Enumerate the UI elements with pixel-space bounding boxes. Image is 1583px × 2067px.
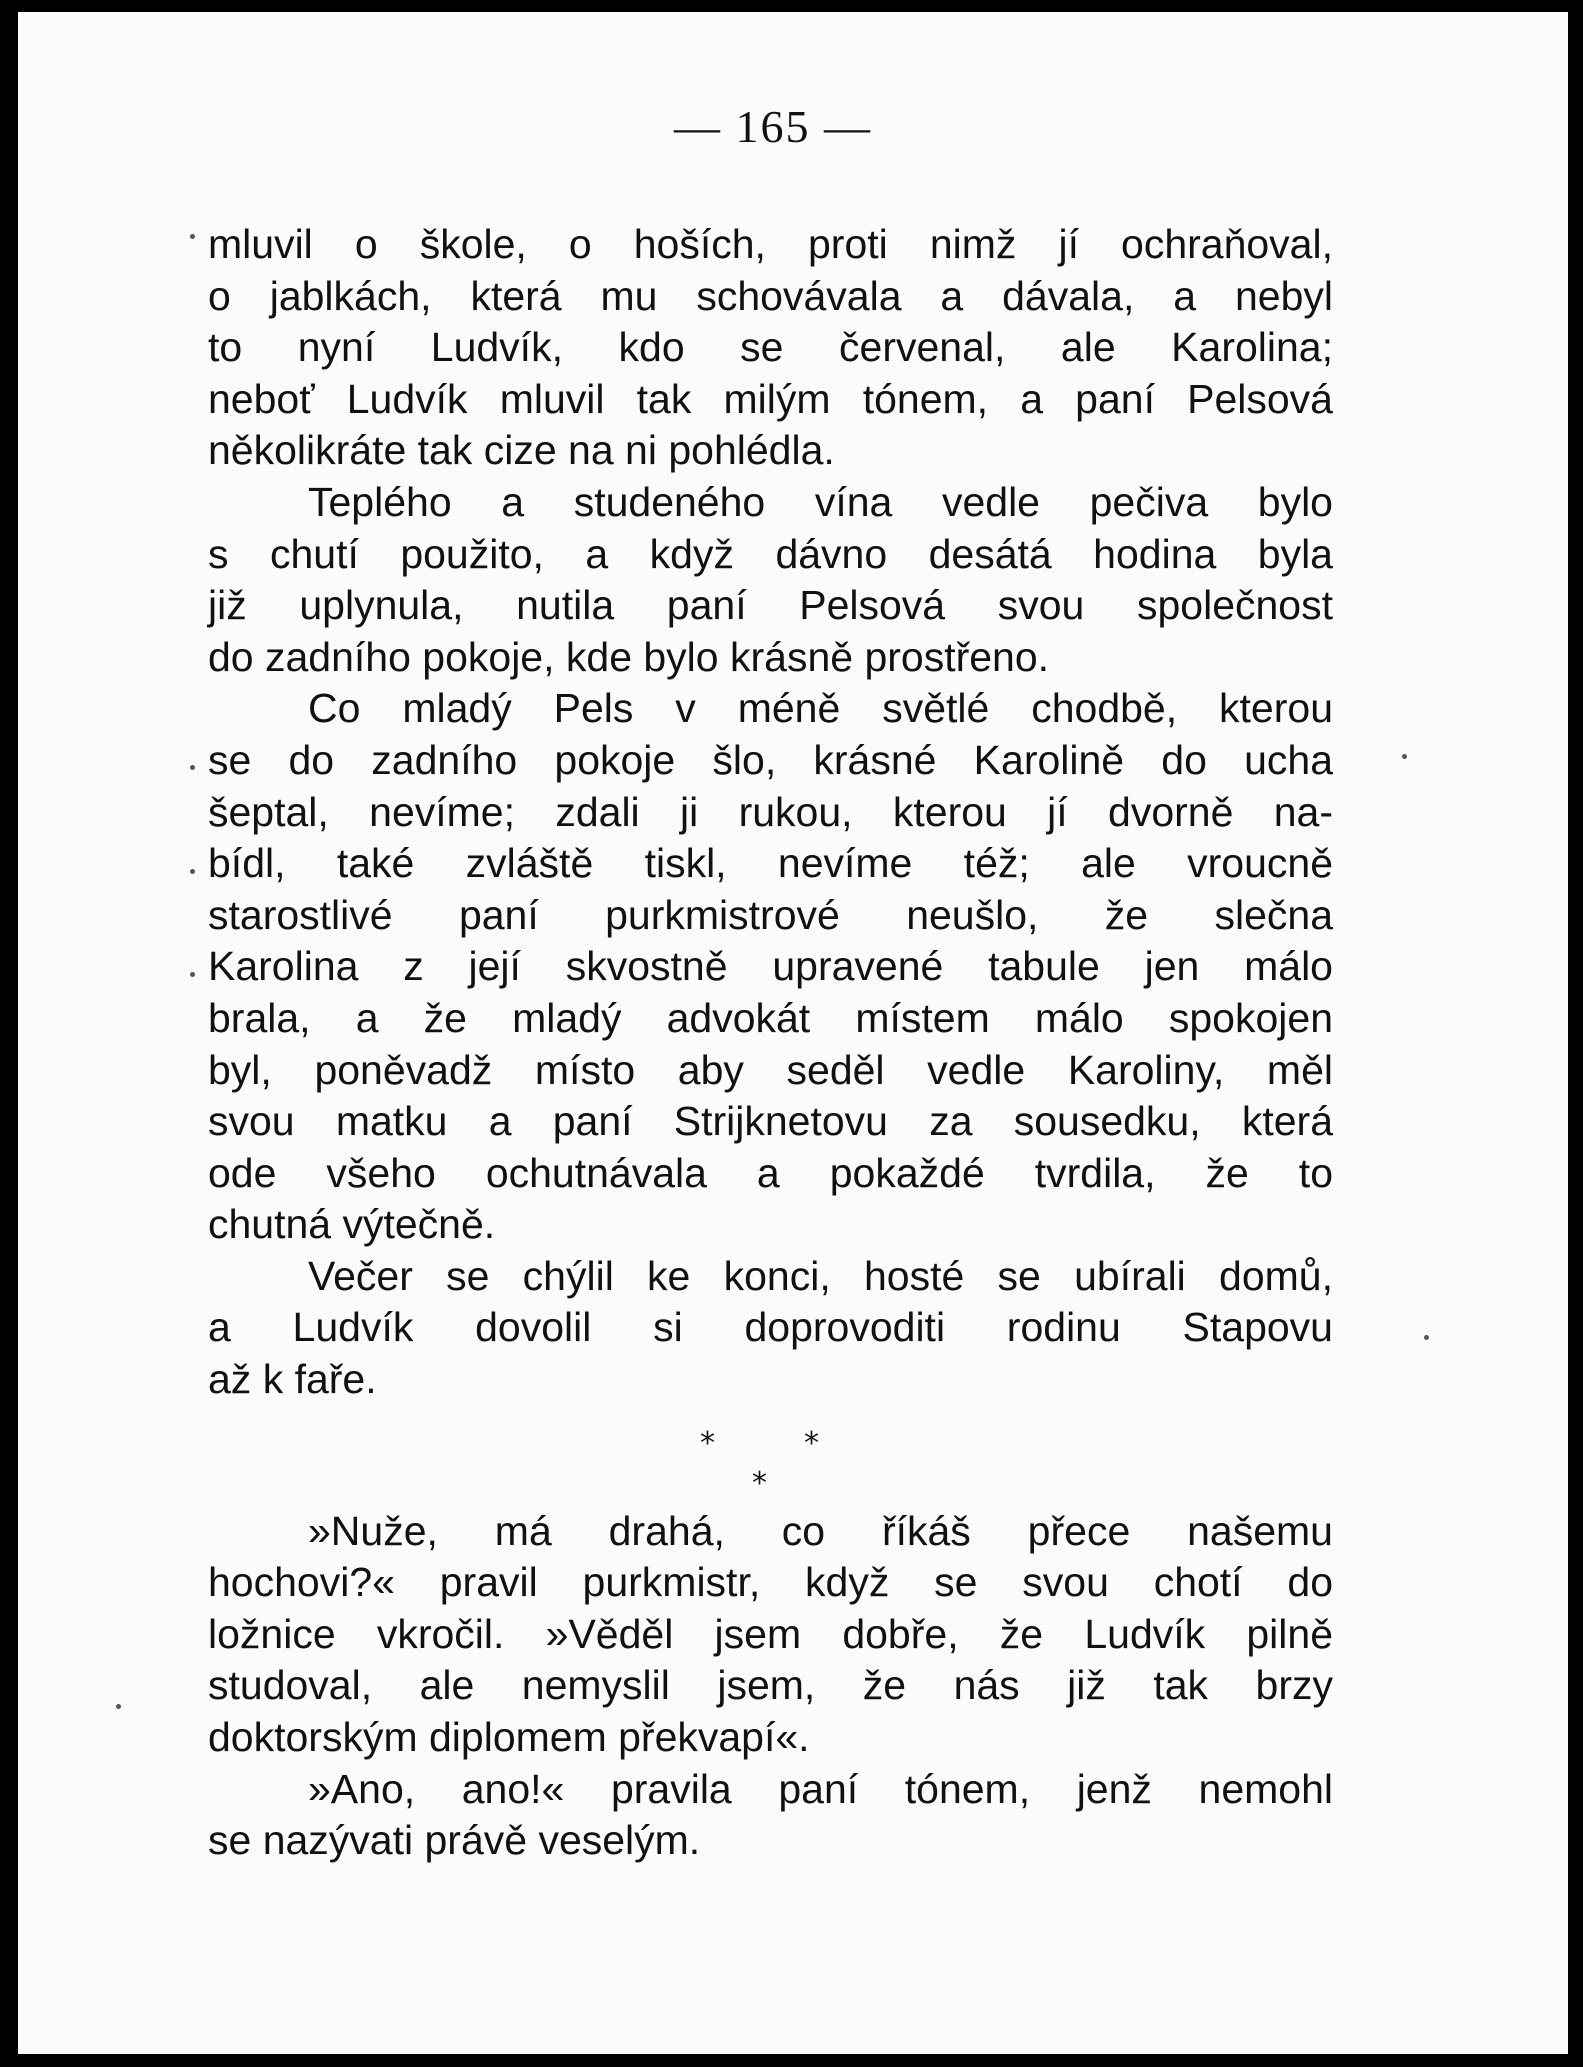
scan-speck — [190, 972, 195, 977]
text-line: chutná výtečně. — [208, 1201, 496, 1248]
text-line: a Ludvík dovolil si doprovoditi rodinu Stapovu — [208, 1304, 1333, 1351]
asterisk-ornament: * — [752, 1465, 767, 1501]
scan-speck — [116, 1704, 121, 1709]
page-number: — 165 — — [674, 101, 872, 152]
text-line: již uplynula, nutila paní Pelsová svou společnost — [208, 582, 1333, 629]
scan-speck — [190, 234, 195, 239]
text-line: ložnice vkročil. »Věděl jsem dobře, že Ludvík pilně — [208, 1610, 1333, 1657]
text-line: několikráte tak cize na ni pohlédla. — [208, 427, 835, 474]
paragraph — [208, 1506, 1333, 1764]
text-line: svou matku a paní Strijknetovu za sousedku, která — [208, 1098, 1333, 1145]
text-line: do zadního pokoje, kde bylo krásně prostřeno. — [208, 633, 1050, 680]
text-line: Karolina z její skvostně upravené tabule jen málo — [208, 943, 1333, 990]
text-line: neboť Ludvík mluvil tak milým tónem, a paní Pelsová — [208, 375, 1333, 422]
text-line: studoval, ale nemyslil jsem, že nás již tak brzy — [208, 1662, 1333, 1709]
text-line: Co mladý Pels v méně světlé chodbě, kterou — [308, 685, 1333, 732]
text-line: doktorským diplomem překvapí«. — [208, 1714, 810, 1761]
paragraph — [208, 683, 1333, 1251]
text-line: starostlivé paní purkmistrové neušlo, že slečna — [208, 891, 1333, 938]
text-line: šeptal, nevíme; zdali ji rukou, kterou jí dvorně na- — [208, 788, 1333, 835]
text-line: »Ano, ano!« pravila paní tónem, jenž nemohl — [308, 1765, 1333, 1812]
text-line: byl, poněvadž místo aby seděl vedle Karoliny, měl — [208, 1046, 1333, 1093]
paragraph — [208, 1251, 1333, 1406]
text-line: Teplého a studeného vína vedle pečiva bylo — [308, 478, 1333, 525]
text-line: ode všeho ochutnávala a pokaždé tvrdila, že to — [208, 1149, 1333, 1196]
book-page — [18, 12, 1568, 2054]
scan-speck — [1402, 754, 1407, 759]
text-line: to nyní Ludvík, kdo se červenal, ale Karolina; — [208, 324, 1333, 371]
paragraph — [208, 1764, 1333, 1867]
text-line: s chutí použito, a když dávno desátá hodina byla — [208, 530, 1333, 577]
scan-speck — [1424, 1335, 1429, 1340]
text-line: se nazývati právě veselým. — [208, 1817, 701, 1864]
section-break-ornament — [208, 1406, 1333, 1506]
text-line: až k faře. — [208, 1356, 377, 1403]
scan-speck — [190, 765, 195, 770]
text-line: mluvil o škole, o hoších, proti nimž jí ochraňoval, — [208, 221, 1333, 267]
body-text — [208, 219, 1333, 1867]
text-line: brala, a že mladý advokát místem málo spokojen — [208, 994, 1333, 1041]
text-line: se do zadního pokoje šlo, krásné Karolině do ucha — [208, 736, 1333, 783]
text-line: hochovi?« pravil purkmistr, když se svou chotí do — [208, 1559, 1333, 1606]
text-line: Večer se chýlil ke konci, hosté se ubírali domů, — [308, 1252, 1333, 1299]
scan-speck — [190, 869, 195, 874]
asterisk-ornament: * — [804, 1425, 819, 1461]
text-line: »Nuže, má drahá, co říkáš přece našemu — [308, 1507, 1333, 1554]
text-line: bídl, také zvláště tiskl, nevíme též; ale vroucně — [208, 840, 1333, 887]
paragraph — [208, 477, 1333, 683]
asterisk-ornament: * — [700, 1425, 715, 1461]
text-line: o jablkách, která mu schovávala a dávala, a nebyl — [208, 272, 1333, 319]
paragraph — [208, 219, 1333, 477]
